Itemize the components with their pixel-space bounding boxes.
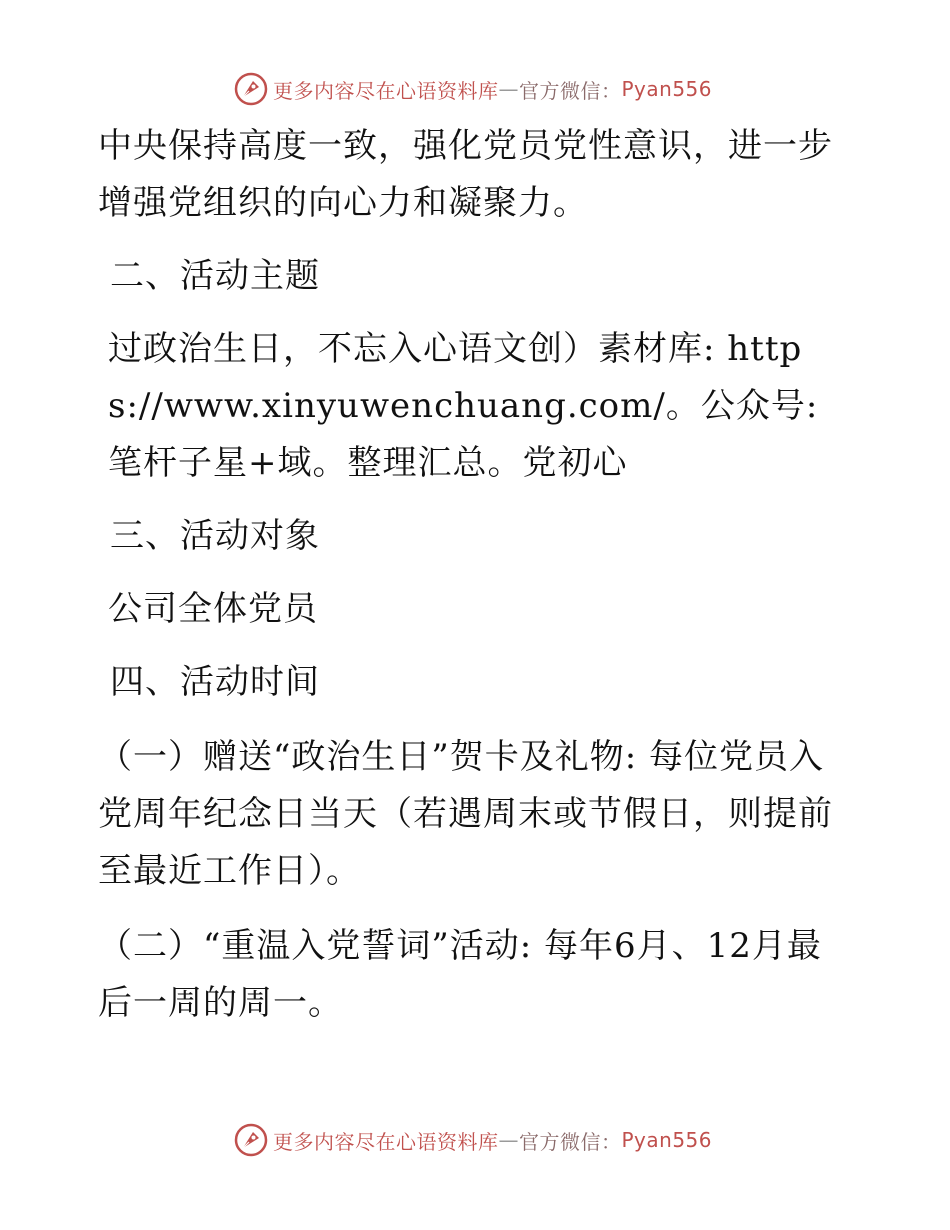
schedule-item-2: （二）“重温入党誓词”活动: 每年6月、12月最后一周的周一。	[98, 926, 822, 1023]
participants-paragraph: 公司全体党员	[108, 589, 318, 629]
theme-paragraph: 过政治生日，不忘入心语文创）素材库: https://www.xinyuwenchuang.com/。公众号: 笔杆子星+域。整理汇总。党初心	[108, 329, 819, 483]
watermark-contact-label: 官方微信：	[519, 1129, 622, 1154]
watermark-separator: —	[498, 77, 519, 101]
pen-nib-logo-icon	[234, 1123, 268, 1157]
watermark-prefix: 更多内容尽在心语资料库	[273, 78, 499, 103]
intro-paragraph: 中央保持高度一致，强化党员党性意识，进一步增强党组织的向心力和凝聚力。	[98, 126, 833, 223]
footer-watermark	[234, 1123, 712, 1157]
watermark-wechat-id: Pyan556	[621, 77, 713, 101]
watermark-contact-label: 官方微信：	[519, 78, 622, 103]
document-body	[98, 118, 854, 1032]
pen-nib-logo-icon	[234, 72, 268, 106]
watermark-wechat-id: Pyan556	[621, 1128, 713, 1152]
schedule-item-1: （一）赠送“政治生日”贺卡及礼物: 每位党员入党周年纪念日当天（若遇周末或节假日，则提前至最近工作日）。	[98, 737, 833, 891]
header-watermark	[234, 72, 712, 106]
section-heading-theme: 二、活动主题	[110, 256, 320, 296]
watermark-separator: —	[498, 1128, 519, 1152]
section-heading-schedule: 四、活动时间	[110, 662, 320, 702]
watermark-prefix: 更多内容尽在心语资料库	[273, 1129, 499, 1154]
section-heading-participants: 三、活动对象	[110, 516, 320, 556]
